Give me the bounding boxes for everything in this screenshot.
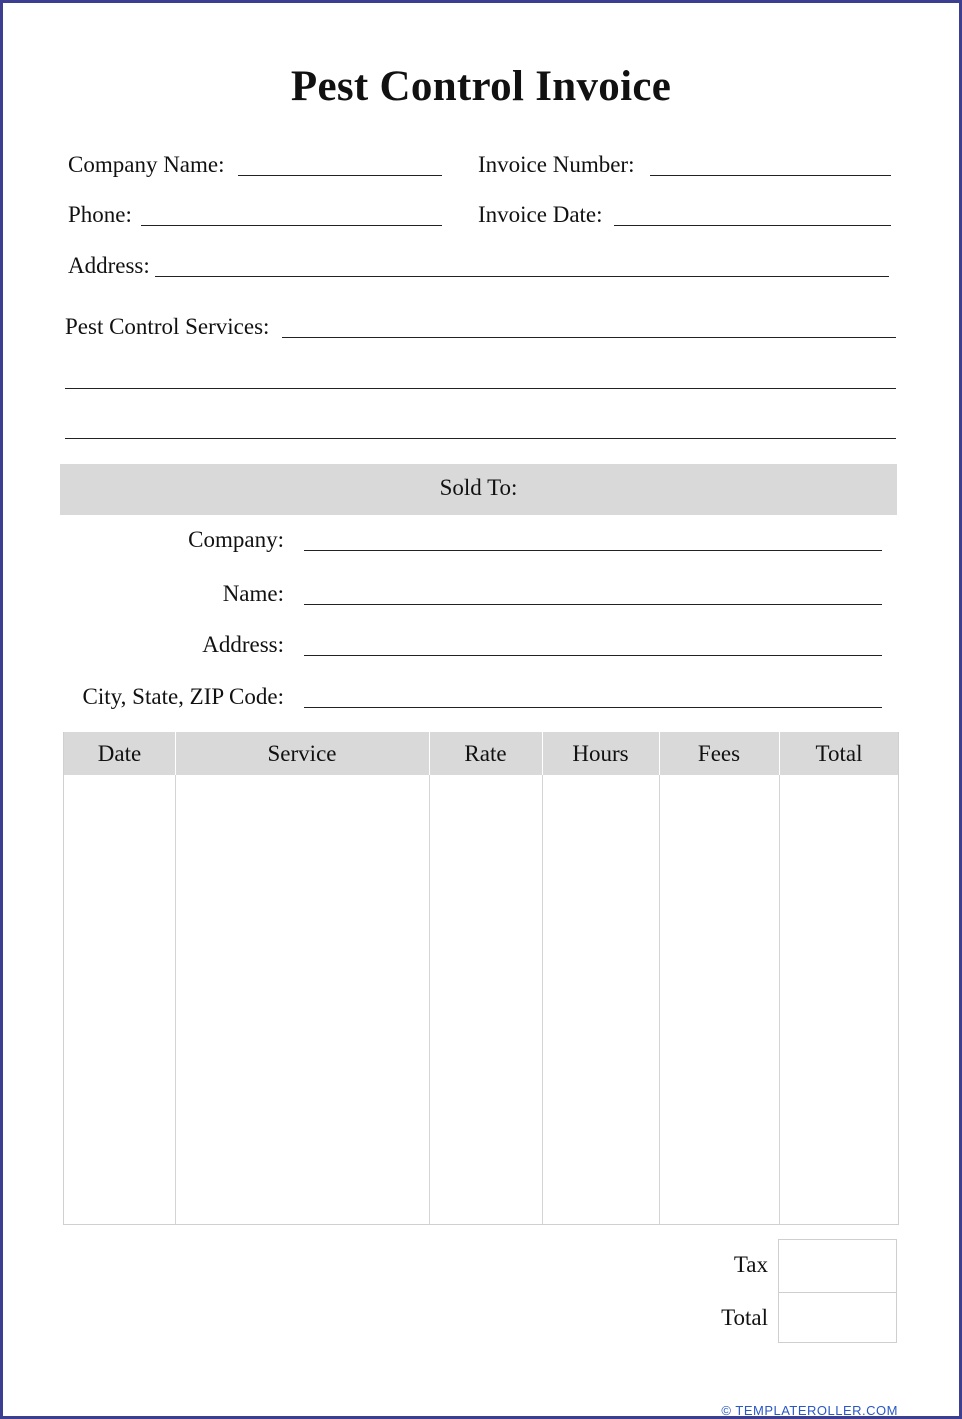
col-date: Date [97, 741, 142, 766]
col-divider [175, 732, 176, 1224]
sold-city-state-zip-label: City, State, ZIP Code: [82, 684, 284, 709]
col-divider [542, 732, 543, 1224]
header-divider [175, 732, 176, 775]
invoice-title: Pest Control Invoice [290, 63, 672, 110]
services-line-2[interactable] [65, 388, 896, 389]
tax-box[interactable] [778, 1239, 897, 1293]
services-label: Pest Control Services: [65, 314, 270, 339]
services-line-1[interactable] [282, 337, 896, 338]
invoice-number-line[interactable] [650, 175, 891, 176]
header-divider [659, 732, 660, 775]
phone-line[interactable] [141, 225, 442, 226]
address-label: Address: [68, 253, 150, 278]
sold-company-label: Company: [188, 527, 284, 552]
table-header [64, 732, 898, 775]
sold-name-label: Name: [222, 581, 284, 606]
header-divider [542, 732, 543, 775]
sold-address-label: Address: [202, 632, 284, 657]
invoice-date-line[interactable] [614, 225, 891, 226]
col-divider [659, 732, 660, 1224]
col-service: Service [267, 741, 337, 766]
sold-company-line[interactable] [304, 550, 882, 551]
total-label: Total [721, 1305, 768, 1330]
col-hours: Hours [572, 741, 629, 766]
header-divider [429, 732, 430, 775]
services-line-3[interactable] [65, 438, 896, 439]
sold-city-state-zip-line[interactable] [304, 707, 882, 708]
items-table [63, 732, 899, 1225]
col-rate: Rate [464, 741, 507, 766]
col-fees: Fees [697, 741, 741, 766]
tax-label: Tax [733, 1252, 768, 1277]
phone-label: Phone: [68, 202, 132, 227]
company-name-label: Company Name: [68, 152, 225, 177]
col-divider [429, 732, 430, 1224]
invoice-number-label: Invoice Number: [478, 152, 635, 177]
sold-address-line[interactable] [304, 655, 882, 656]
col-total: Total [815, 741, 863, 766]
sold-name-line[interactable] [304, 604, 882, 605]
sold-to-heading: Sold To: [60, 464, 897, 515]
company-name-line[interactable] [238, 175, 442, 176]
address-line[interactable] [155, 276, 889, 277]
col-divider [779, 732, 780, 1224]
header-divider [779, 732, 780, 775]
footer-credit[interactable]: © TEMPLATEROLLER.COM [721, 1403, 898, 1418]
invoice-date-label: Invoice Date: [478, 202, 603, 227]
total-box[interactable] [778, 1292, 897, 1343]
